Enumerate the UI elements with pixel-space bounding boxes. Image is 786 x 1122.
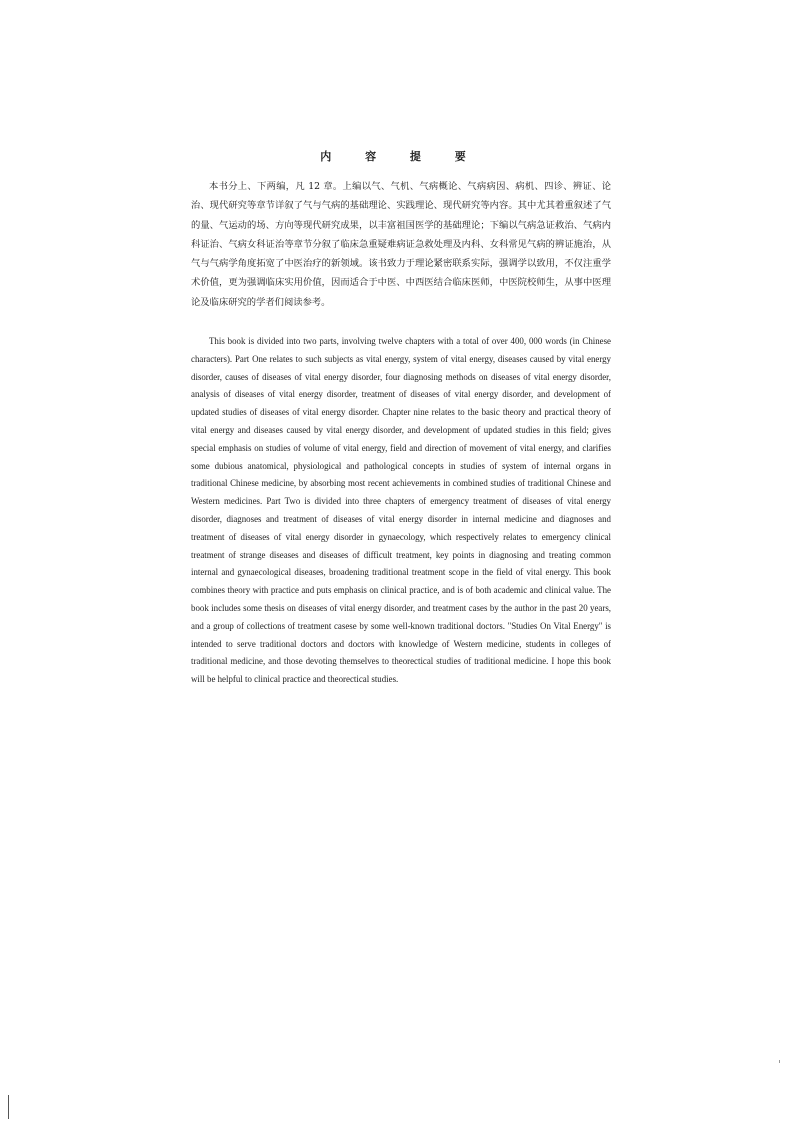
scan-edge-mark	[8, 1095, 9, 1119]
page-title: 内 容 提 要	[320, 150, 481, 163]
summary-chinese: 本书分上、下两编，凡 12 章。上编以气、气机、气病概论、气病病因、病机、四诊、辨证、论治、现代研究等章节详叙了气与气病的基础理论、实践理论、现代研究等内容。其中尤其着重叙述了气的量、气运动的场、方向等现代研究成果，以丰富祖国医学的基础理论；下编以气病急证救治、气病内科证治、气病女科证治等章节分叙了临床急重疑难病证急救处理及内科、女科常见气病的辨证施治，从气与气病学角度拓宽了中医治疗的新领域。该书致力于理论紧密联系实际，强调学以致用，不仅注重学术价值，更为强调临床实用价值，因而适合于中医、中西医结合临床医师，中医院校师生，从事中医理论及临床研究的学者们阅读参考。	[191, 181, 611, 308]
scan-speck	[779, 1060, 780, 1063]
summary-english: This book is divided into two parts, involving twelve chapters with a total of over 400, 000 words (in Chinese characters). Part One relates to such subjects as vital energy, system of vital energy, diseases caused by vital energy disorder, causes of diseases of vital energy disorder, four diagnosing methods on diseases of vital energy disorder, analysis of diseases of vital energy disorder, treatment of diseases of vital energy disorder, and development of updated studies of diseases of vital energy disorder. Chapter nine relates to the basic theory and practical theory of vital energy and diseases caused by vital energy disorder, and development of updated studies in this field; gives special emphasis on studies of volume of vital energy, field and direction of movement of vital energy, and clarifies some dubious anatomical, physiological and pathological concepts in studies of system of internal organs in traditional Chinese medicine, by absorbing most recent achievements in combined studies of traditional Chinese and Western medicines. Part Two is divided into three chapters of emergency treatment of diseases of vital energy disorder, diagnoses and treatment of diseases of vital energy disorder in internal medicine and diagnoses and treatment of diseases of vital energy disorder in gynaecology, which respectively relates to emergency clinical treatment of strange diseases and diseases of difficult treatment, key points in diagnosing and treating common internal and gynaecological diseases, broadening traditional treatment scope in the field of vital energy. This book combines theory with practice and puts emphasis on clinical practice, and is of both academic and clinical value. The book includes some thesis on diseases of vital energy disorder, and treatment cases by the author in the past 20 years, and a group of collections of treatment casese by some well-known traditional doctors. "Studies On Vital Energy" is intended to serve traditional doctors and doctors with knowledge of Western medicine, students in colleges of traditional medicine, and those devoting themselves to theorectical studies of traditional medicine. I hope this book will be helpful to clinical practice and theorectical studies.	[191, 336, 611, 685]
